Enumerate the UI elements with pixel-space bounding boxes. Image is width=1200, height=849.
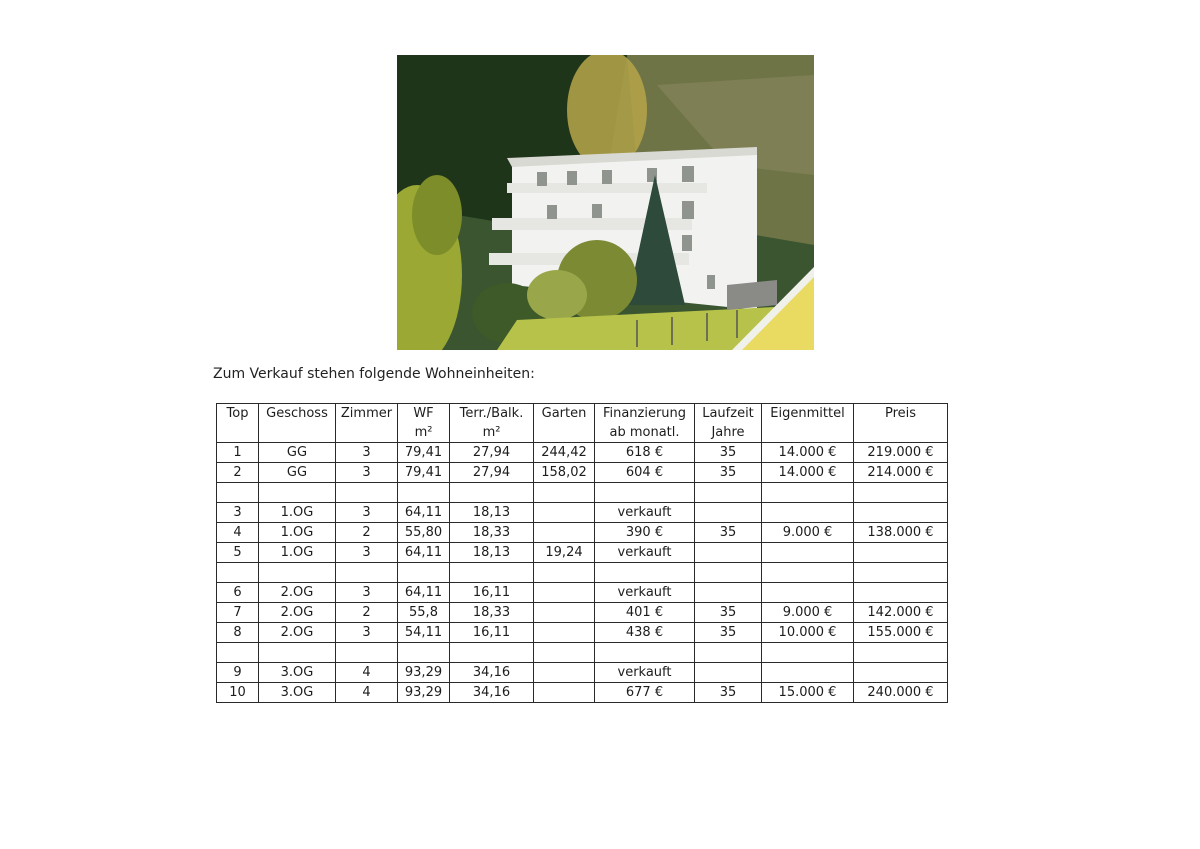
cell-terrasse: 27,94 [450,463,534,483]
spacer-row [217,483,948,503]
spacer-row [217,643,948,663]
cell-eigenmittel: 10.000 € [762,623,854,643]
cell-eigenmittel [762,583,854,603]
cell-geschoss: 1.OG [259,543,336,563]
cell-finanzierung: 390 € [595,523,695,543]
cell-garten [534,683,595,703]
table-row [217,503,948,523]
header-geschoss: Geschoss [259,404,336,443]
header-preis: Preis [854,404,948,443]
cell-top: 1 [217,443,259,463]
cell-geschoss: GG [259,443,336,463]
cell-finanzierung: verkauft [595,663,695,683]
cell-garten [534,523,595,543]
cell-top: 4 [217,523,259,543]
header-garten: Garten [534,404,595,443]
cell-eigenmittel: 14.000 € [762,443,854,463]
cell-wf: 55,8 [398,603,450,623]
cell-laufzeit: 35 [695,443,762,463]
header-zimmer: Zimmer [336,404,398,443]
header-top: Top [217,404,259,443]
building-photo [397,55,814,350]
cell-terrasse: 27,94 [450,443,534,463]
cell-terrasse: 34,16 [450,663,534,683]
cell-top: 7 [217,603,259,623]
cell-garten: 244,42 [534,443,595,463]
cell-zimmer: 2 [336,523,398,543]
cell-zimmer: 2 [336,603,398,623]
cell-eigenmittel [762,503,854,523]
header-terrasse: Terr./Balk. m² [450,404,534,443]
cell-top: 3 [217,503,259,523]
cell-preis [854,503,948,523]
cell-geschoss: 1.OG [259,523,336,543]
cell-top: 6 [217,583,259,603]
cell-wf: 64,11 [398,583,450,603]
cell-zimmer: 3 [336,443,398,463]
table-row [217,523,948,543]
cell-garten [534,503,595,523]
cell-top: 10 [217,683,259,703]
cell-garten: 19,24 [534,543,595,563]
cell-preis: 138.000 € [854,523,948,543]
cell-eigenmittel [762,543,854,563]
cell-laufzeit [695,583,762,603]
intro-text: Zum Verkauf stehen folgende Wohneinheiten: [213,366,535,382]
cell-laufzeit: 35 [695,523,762,543]
cell-finanzierung: verkauft [595,543,695,563]
cell-geschoss: GG [259,463,336,483]
cell-eigenmittel: 9.000 € [762,603,854,623]
cell-preis: 155.000 € [854,623,948,643]
cell-preis [854,663,948,683]
cell-eigenmittel: 15.000 € [762,683,854,703]
table-row [217,543,948,563]
cell-geschoss: 2.OG [259,603,336,623]
cell-terrasse: 16,11 [450,623,534,643]
cell-garten [534,623,595,643]
cell-eigenmittel [762,663,854,683]
apartment-building-illustration [397,55,814,350]
cell-laufzeit [695,503,762,523]
cell-geschoss: 1.OG [259,503,336,523]
cell-terrasse: 18,13 [450,503,534,523]
table-row [217,463,948,483]
spacer-row [217,563,948,583]
cell-finanzierung: verkauft [595,503,695,523]
cell-garten: 158,02 [534,463,595,483]
cell-preis: 219.000 € [854,443,948,463]
cell-finanzierung: 438 € [595,623,695,643]
cell-laufzeit: 35 [695,603,762,623]
cell-zimmer: 4 [336,683,398,703]
table-row [217,683,948,703]
cell-geschoss: 3.OG [259,663,336,683]
cell-laufzeit [695,543,762,563]
cell-laufzeit: 35 [695,683,762,703]
table-row [217,663,948,683]
cell-wf: 64,11 [398,543,450,563]
cell-top: 9 [217,663,259,683]
cell-garten [534,663,595,683]
cell-top: 8 [217,623,259,643]
cell-terrasse: 34,16 [450,683,534,703]
header-eigenmittel: Eigenmittel [762,404,854,443]
cell-laufzeit: 35 [695,623,762,643]
cell-geschoss: 2.OG [259,623,336,643]
cell-finanzierung: 604 € [595,463,695,483]
cell-wf: 55,80 [398,523,450,543]
cell-terrasse: 18,33 [450,523,534,543]
cell-eigenmittel: 9.000 € [762,523,854,543]
cell-laufzeit: 35 [695,463,762,483]
table-row [217,443,948,463]
cell-zimmer: 3 [336,583,398,603]
cell-finanzierung: verkauft [595,583,695,603]
cell-finanzierung: 401 € [595,603,695,623]
cell-wf: 54,11 [398,623,450,643]
cell-top: 5 [217,543,259,563]
cell-garten [534,603,595,623]
header-finanzierung: Finanzierung ab monatl. [595,404,695,443]
cell-garten [534,583,595,603]
table-row [217,603,948,623]
cell-zimmer: 3 [336,543,398,563]
cell-zimmer: 4 [336,663,398,683]
cell-preis: 214.000 € [854,463,948,483]
cell-preis [854,583,948,603]
cell-laufzeit [695,663,762,683]
cell-wf: 64,11 [398,503,450,523]
table-row [217,623,948,643]
cell-wf: 79,41 [398,443,450,463]
cell-zimmer: 3 [336,463,398,483]
cell-preis: 240.000 € [854,683,948,703]
units-table [216,403,948,703]
cell-top: 2 [217,463,259,483]
cell-preis [854,543,948,563]
cell-terrasse: 16,11 [450,583,534,603]
cell-terrasse: 18,13 [450,543,534,563]
header-wf: WF m² [398,404,450,443]
cell-geschoss: 3.OG [259,683,336,703]
table-header-row [217,404,948,443]
cell-zimmer: 3 [336,503,398,523]
cell-geschoss: 2.OG [259,583,336,603]
cell-terrasse: 18,33 [450,603,534,623]
cell-finanzierung: 618 € [595,443,695,463]
cell-finanzierung: 677 € [595,683,695,703]
cell-wf: 93,29 [398,683,450,703]
cell-eigenmittel: 14.000 € [762,463,854,483]
cell-wf: 93,29 [398,663,450,683]
cell-wf: 79,41 [398,463,450,483]
table-row [217,583,948,603]
cell-zimmer: 3 [336,623,398,643]
cell-preis: 142.000 € [854,603,948,623]
header-laufzeit: Laufzeit Jahre [695,404,762,443]
